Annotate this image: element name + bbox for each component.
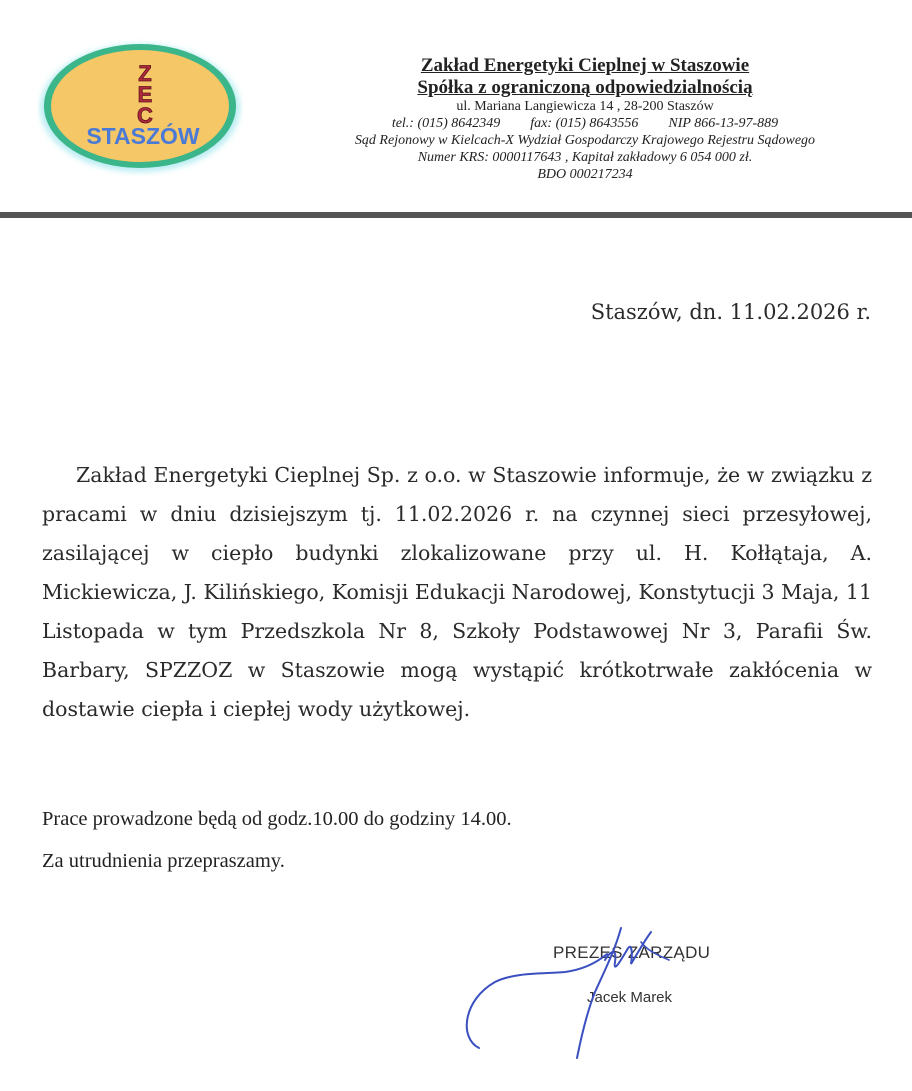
nip-number: NIP 866-13-97-889 xyxy=(668,116,779,131)
logo-letter-c: C xyxy=(137,103,153,128)
zec-logo-icon xyxy=(38,36,243,176)
fax-number: fax: (015) 8643556 xyxy=(530,116,639,131)
signatory-name: Jacek Marek xyxy=(587,989,673,1006)
company-name: Zakład Energetyki Cieplnej w Staszowie xyxy=(420,55,750,76)
logo-letter-z: Z xyxy=(138,61,152,86)
work-hours: Prace prowadzone będą od godz.10.00 do godziny 14.00. xyxy=(42,808,512,830)
apology-text: Za utrudnienia przepraszamy. xyxy=(42,850,285,872)
court-registration: Sąd Rejonowy w Kielcach-X Wydział Gospodarczy Krajowego Rejestru Sądowego xyxy=(354,133,816,148)
company-legal-form: Spółka z ograniczoną odpowiedzialnością xyxy=(417,77,753,98)
letterhead xyxy=(250,55,912,183)
phone-number: tel.: (015) 8642349 xyxy=(391,116,501,131)
letter-body-paragraph: Zakład Energetyki Cieplnej Sp. z o.o. w Staszowie informuje, że w związku z pracami w dniu dzisiejszym tj. 11.02.2026 r. na czynnej sieci przesyłowej, zasilającej w ciepło budynki zlokalizowane przy ul. H. Kołłątaja, A. Mickiewicza, J. Kilińskiego, Komisji Edukacji Narodowej, Konstytucji 3 Maja, 11 Listopada w tym Przedszkola Nr 8, Szkoły Podstawowej Nr 3, Parafii Św. Barbary, SPZZOZ w Staszowie mogą wystąpić krótkotrwałe zakłócenia w dostawie ciepła i ciepłej wody użytkowej. xyxy=(42,463,872,721)
logo-letter-e: E xyxy=(137,82,153,107)
signature-scribble-icon xyxy=(455,920,715,1070)
company-logo xyxy=(38,36,243,176)
header-divider xyxy=(0,212,912,218)
letter-date: Staszów, dn. 11.02.2026 r. xyxy=(590,300,871,324)
contact-line xyxy=(250,115,912,132)
logo-town: STASZÓW xyxy=(86,123,200,149)
company-address: ul. Mariana Langiewicza 14 , 28-200 Staszów xyxy=(456,99,714,114)
bdo-number: BDO 000217234 xyxy=(537,167,633,182)
signatory-title: PREZES ZARZĄDU xyxy=(553,943,711,962)
handwritten-signature xyxy=(455,920,715,1070)
krs-capital: Numer KRS: 0000117643 , Kapitał zakładowy 6 054 000 zł. xyxy=(417,150,753,165)
